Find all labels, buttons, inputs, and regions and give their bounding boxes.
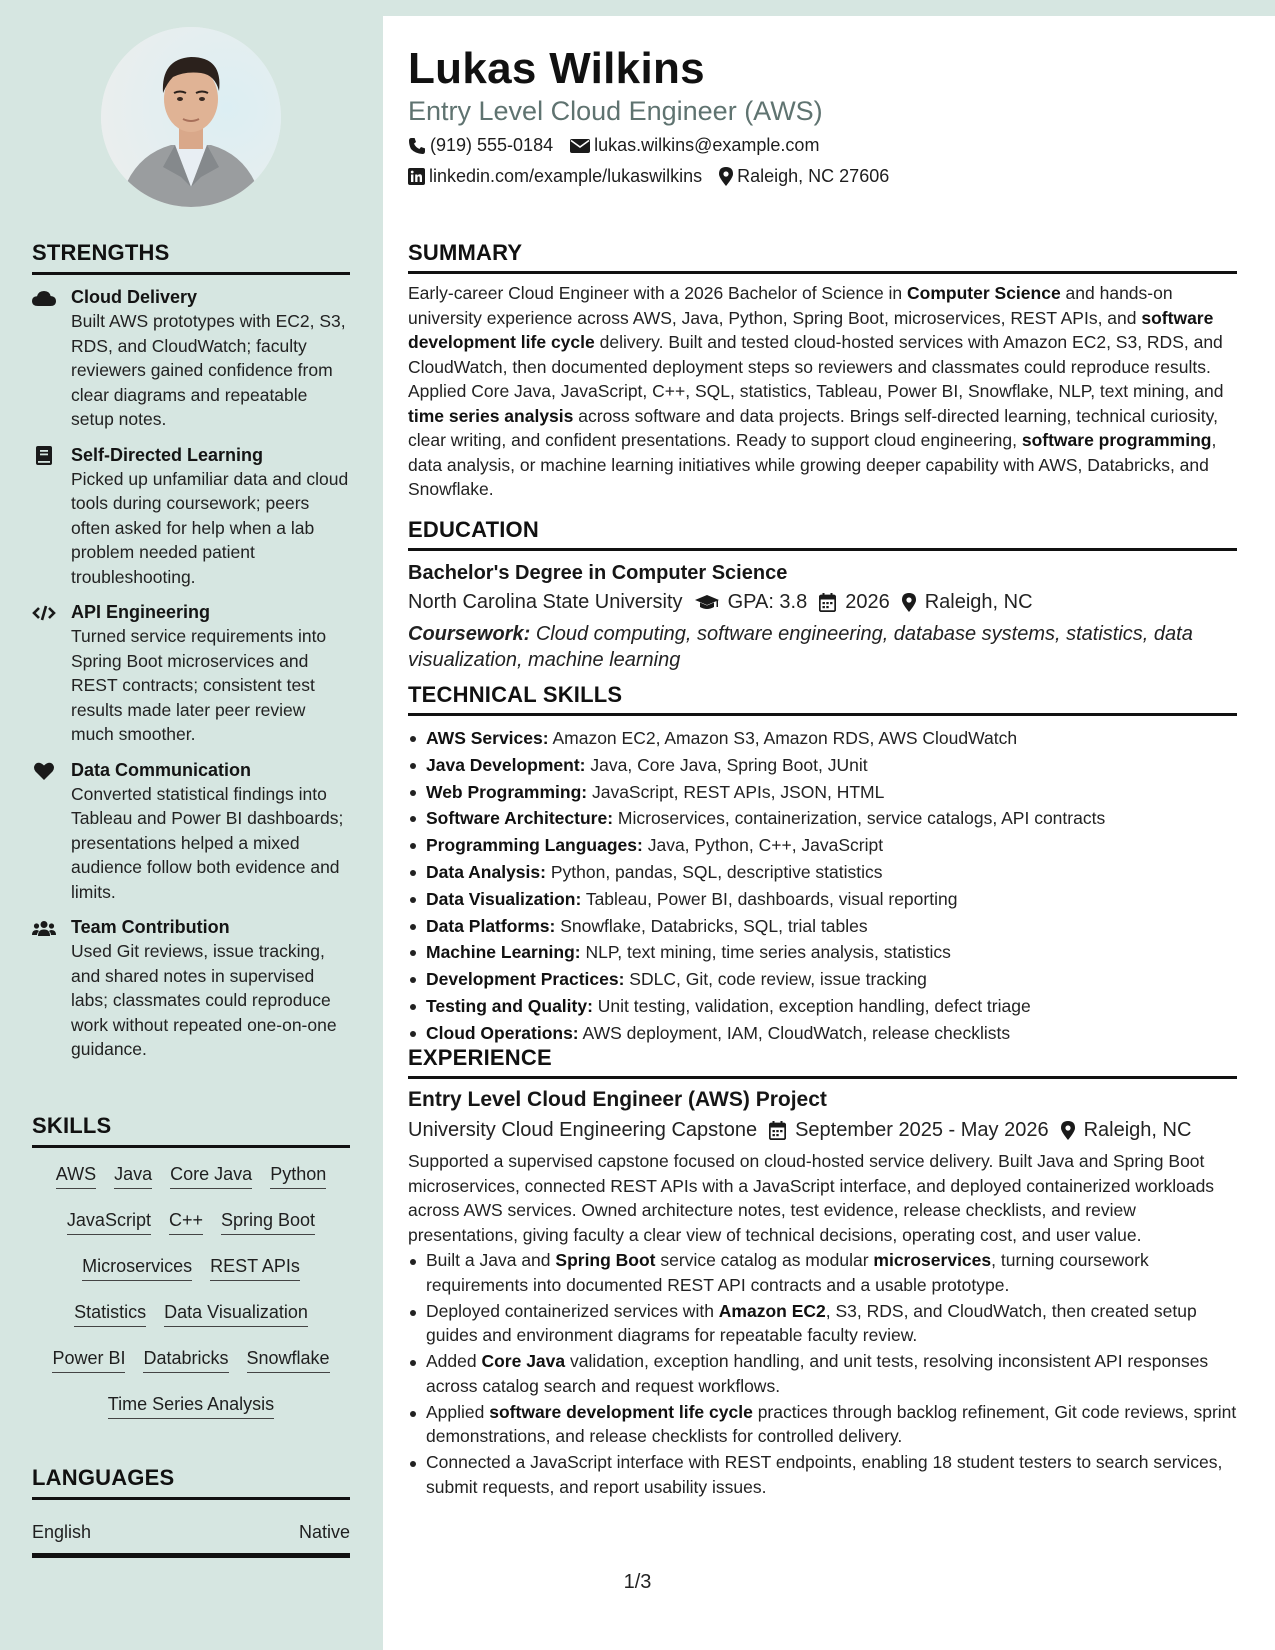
bullet-bold: Spring Boot xyxy=(555,1250,656,1270)
dates-item xyxy=(769,1119,1049,1142)
skill-label: AWS Services: xyxy=(426,728,549,748)
skill-chip: REST APIs xyxy=(210,1254,300,1281)
summary-seg: delivery. Built and tested cloud-hosted services with Amazon EC2, S3, RDS, and CloudWatch, then documented deployment steps so reviewers and classmates could reproduce results. Applied Core Java, JavaScript, C++, SQL, statistics, Tableau, Power BI, Snowflake, NLP, text mining, and xyxy=(408,332,1224,401)
strength-item xyxy=(32,916,350,1062)
bullet-bold: Amazon EC2 xyxy=(718,1300,826,1321)
dates-text: September 2025 - May 2026 xyxy=(795,1119,1049,1141)
skill-label: Machine Learning: xyxy=(426,942,581,963)
skill-value: Tableau, Power BI, dashboards, visual reporting xyxy=(585,888,958,909)
summary-bold: time series analysis xyxy=(408,405,574,426)
skill-chip: C++ xyxy=(169,1208,203,1235)
list-item xyxy=(408,886,1237,913)
bullet-seg: service catalog as modular xyxy=(655,1250,874,1270)
bullet-bold: software development life cycle xyxy=(489,1401,753,1422)
skills-chips xyxy=(32,1148,350,1438)
skill-label: Data Platforms: xyxy=(426,915,556,936)
skill-chip: Java xyxy=(114,1162,152,1189)
profile-photo xyxy=(101,27,281,207)
coursework xyxy=(408,621,1237,673)
graduation-cap-icon xyxy=(695,594,719,612)
summary-seg: , data analysis, or machine learning initiatives while growing deeper capability with AWS, Databricks, and Snowflake. xyxy=(408,430,1217,499)
gpa-text: GPA: 3.8 xyxy=(727,591,808,613)
code-icon xyxy=(32,603,56,623)
contact-row-2 xyxy=(408,166,906,187)
heart-icon xyxy=(32,761,56,781)
skill-label: Data Visualization: xyxy=(426,888,582,909)
email-icon xyxy=(570,138,590,154)
list-item xyxy=(408,913,1237,940)
list-item xyxy=(408,1400,1237,1449)
skill-chip: Statistics xyxy=(74,1300,146,1327)
list-item xyxy=(408,1299,1237,1348)
list-item xyxy=(408,752,1237,779)
skills-section xyxy=(32,1113,350,1438)
users-icon xyxy=(32,918,56,938)
sidebar xyxy=(0,0,383,1650)
list-item xyxy=(408,1349,1237,1398)
strengths-section xyxy=(32,240,350,1062)
experience-role: Entry Level Cloud Engineer (AWS) Project xyxy=(408,1088,827,1111)
job-title: Entry Level Cloud Engineer (AWS) xyxy=(408,96,823,126)
map-pin-icon xyxy=(902,593,916,612)
experience-meta xyxy=(408,1119,1237,1142)
skill-chip: Python xyxy=(270,1162,326,1189)
list-item xyxy=(408,805,1237,832)
email-text: lukas.wilkins@example.com xyxy=(594,135,820,155)
location-text: Raleigh, NC 27606 xyxy=(737,166,890,186)
list-item xyxy=(408,939,1237,966)
coursework-label: Coursework: xyxy=(408,623,531,645)
cloud-icon xyxy=(32,288,56,308)
bullet-bold: microservices xyxy=(873,1250,992,1270)
exp-location-text: Raleigh, NC xyxy=(1083,1119,1192,1141)
strength-title: Team Contribution xyxy=(71,917,230,937)
experience-section xyxy=(408,1045,1237,1501)
skill-chip: JavaScript xyxy=(67,1208,151,1235)
phone-icon xyxy=(408,137,426,155)
skill-value: JavaScript, REST APIs, JSON, HTML xyxy=(591,781,885,802)
summary-seg: and hands-on university experience across AWS, Java, Python, Spring Boot, microservices, REST APIs, and xyxy=(408,283,1173,328)
skill-label: Programming Languages: xyxy=(426,835,643,856)
coursework-text: Cloud computing, software engineering, database systems, statistics, data visualization, machine learning xyxy=(408,623,1193,671)
strength-body: Used Git reviews, issue tracking, and shared notes in supervised labs; classmates could reproduce work without repeated one-on-one guidance. xyxy=(71,941,337,1059)
map-pin-icon xyxy=(1061,1121,1075,1140)
bullet-seg: practices through backlog refinement, Git code reviews, sprint demonstrations, and release checklists for controlled delivery. xyxy=(426,1401,1237,1446)
candidate-name: Lukas Wilkins xyxy=(408,44,705,93)
skill-value: Amazon EC2, Amazon S3, Amazon RDS, AWS CloudWatch xyxy=(552,728,1018,748)
book-icon xyxy=(32,446,56,466)
skill-chip: Snowflake xyxy=(247,1346,330,1373)
skill-label: Cloud Operations: xyxy=(426,1022,579,1043)
skill-chip: Databricks xyxy=(143,1346,228,1373)
list-item xyxy=(408,966,1237,993)
contact-row xyxy=(408,135,836,156)
strength-item xyxy=(32,444,350,590)
education-meta xyxy=(408,591,1237,614)
language-name: English xyxy=(32,1522,92,1542)
summary-seg: Early-career Cloud Engineer with a 2026 Bachelor of Science in xyxy=(408,283,908,303)
strength-body: Picked up unfamiliar data and cloud tools during coursework; peers often asked for help when a lab problem needed patient troubleshooting. xyxy=(71,468,349,587)
bullet-seg: Deployed containerized services with xyxy=(426,1300,719,1321)
technical-skills-list xyxy=(408,725,1237,1047)
strength-body: Turned service requirements into Spring Boot microservices and REST contracts; consistent test results made later peer review much smoother. xyxy=(71,626,327,744)
skill-chip: AWS xyxy=(56,1162,96,1189)
skill-value: Microservices, containerization, service catalogs, API contracts xyxy=(617,808,1106,829)
summary-bold: Computer Science xyxy=(907,283,1061,303)
year-item xyxy=(819,591,890,614)
linkedin-text: linkedin.com/example/lukaswilkins xyxy=(429,166,703,186)
org-text: University Cloud Engineering Capstone xyxy=(408,1119,758,1141)
skill-chip: Data Visualization xyxy=(164,1300,308,1327)
strengths-heading: STRENGTHS xyxy=(32,240,350,275)
phone-item[interactable] xyxy=(408,135,553,156)
location-item xyxy=(719,166,889,187)
experience-bullets xyxy=(408,1248,1237,1499)
languages-heading: LANGUAGES xyxy=(32,1465,350,1500)
skills-heading: SKILLS xyxy=(32,1113,350,1148)
skill-label: Testing and Quality: xyxy=(426,995,593,1016)
bullet-bold: Core Java xyxy=(481,1351,566,1371)
year-text: 2026 xyxy=(845,591,890,613)
strength-item xyxy=(32,286,350,432)
skill-chip: Time Series Analysis xyxy=(108,1392,274,1419)
language-level: Native xyxy=(298,1522,350,1542)
skill-chip: Power BI xyxy=(52,1346,125,1373)
calendar-icon xyxy=(819,593,836,612)
skill-label: Web Programming: xyxy=(426,781,588,802)
skill-value: Java, Python, C++, JavaScript xyxy=(647,835,884,856)
list-item xyxy=(408,725,1237,752)
strength-body: Converted statistical findings into Tableau and Power BI dashboards; presentations helped a mixed audience follow both evidence and limits. xyxy=(71,783,344,902)
gpa-item xyxy=(695,591,808,614)
strength-title: Cloud Delivery xyxy=(71,287,198,307)
list-item xyxy=(408,993,1237,1020)
summary-bold: software development life cycle xyxy=(408,307,1214,352)
bullet-seg: Applied xyxy=(426,1401,490,1422)
summary-text xyxy=(408,281,1237,502)
list-item xyxy=(408,1020,1237,1047)
summary-heading: SUMMARY xyxy=(408,240,1237,274)
bullet-seg: Added xyxy=(426,1351,482,1371)
education-section xyxy=(408,517,1237,673)
bullet-seg: Built a Java and xyxy=(426,1250,556,1270)
strength-title: Data Communication xyxy=(71,759,252,780)
org-item xyxy=(408,1119,757,1142)
linkedin-item[interactable] xyxy=(408,166,702,187)
skill-value: SDLC, Git, code review, issue tracking xyxy=(629,969,927,990)
education-heading: EDUCATION xyxy=(408,517,1237,551)
skill-chip: Microservices xyxy=(82,1254,192,1281)
experience-heading: EXPERIENCE xyxy=(408,1045,1237,1079)
summary-seg: across software and data projects. Brings self-directed learning, technical curiosity, clear writing, and confident presentations. Ready to support cloud engineering, xyxy=(408,405,1218,450)
skill-value: Snowflake, Databricks, SQL, trial tables xyxy=(560,915,868,936)
linkedin-icon xyxy=(408,168,425,185)
list-item xyxy=(408,1248,1237,1297)
degree-title: Bachelor's Degree in Computer Science xyxy=(408,562,788,584)
skill-label: Software Architecture: xyxy=(426,808,614,829)
skill-label: Data Analysis: xyxy=(426,861,546,882)
list-item xyxy=(408,859,1237,886)
strength-title: API Engineering xyxy=(71,602,211,622)
skill-value: NLP, text mining, time series analysis, statistics xyxy=(585,942,951,963)
bullet-seg: , S3, RDS, and CloudWatch, then created setup guides and environment diagrams for repeatable faculty review. xyxy=(426,1300,1197,1345)
languages-section xyxy=(32,1465,350,1558)
strength-title: Self-Directed Learning xyxy=(71,444,264,465)
edu-location-text: Raleigh, NC xyxy=(924,591,1033,613)
skill-label: Java Development: xyxy=(426,754,586,775)
skill-value: Python, pandas, SQL, descriptive statistics xyxy=(550,861,883,882)
bullet-seg: , turning coursework requirements into documented REST API contracts and a usable prototype. xyxy=(426,1250,1149,1295)
summary-bold: software programming xyxy=(1021,430,1212,450)
school-name xyxy=(408,591,683,614)
main-content xyxy=(383,16,1275,1650)
skill-value: Java, Core Java, Spring Boot, JUnit xyxy=(590,754,868,775)
technical-skills-heading: TECHNICAL SKILLS xyxy=(408,682,1237,716)
strength-body: Built AWS prototypes with EC2, S3, RDS, and CloudWatch; faculty reviewers gained confidence from clear diagrams and repeatable setup notes. xyxy=(71,311,346,429)
summary-section xyxy=(408,240,1237,502)
edu-location-item xyxy=(902,591,1033,614)
map-pin-icon xyxy=(719,167,733,186)
skill-chip: Core Java xyxy=(170,1162,252,1189)
page-number: 1/3 xyxy=(623,1571,652,1593)
list-item xyxy=(408,832,1237,859)
skill-value: Unit testing, validation, exception handling, defect triage xyxy=(597,995,1031,1016)
skill-label: Development Practices: xyxy=(426,969,625,990)
bullet-seg: Connected a JavaScript interface with REST endpoints, enabling 18 student testers to search services, submit requests, and report usability issues. xyxy=(426,1452,1223,1497)
exp-location-item xyxy=(1061,1119,1192,1142)
school-text: North Carolina State University xyxy=(408,591,683,613)
email-item[interactable] xyxy=(570,135,819,156)
language-row xyxy=(32,1522,350,1558)
calendar-icon xyxy=(769,1121,786,1140)
skill-chip: Spring Boot xyxy=(221,1208,315,1235)
bullet-seg: validation, exception handling, and unit tests, resolving inconsistent API responses across catalog search and request workflows. xyxy=(426,1351,1209,1396)
phone-text: (919) 555-0184 xyxy=(430,135,554,155)
experience-description: Supported a supervised capstone focused on cloud-hosted service delivery. Built Java and Spring Boot microservices, connected REST APIs with a JavaScript interface, and deployed containerized workloads across AWS services. Owned architecture notes, test evidence, release checklists, and review presentations, giving faculty a clear view of technical decisions, operating cost, and user value. xyxy=(408,1151,1215,1245)
technical-skills-section xyxy=(408,682,1237,1047)
list-item xyxy=(408,1450,1237,1499)
list-item xyxy=(408,779,1237,806)
avatar xyxy=(101,27,281,207)
strength-item xyxy=(32,601,350,747)
strength-item xyxy=(32,759,350,905)
skill-value: AWS deployment, IAM, CloudWatch, release checklists xyxy=(582,1022,1011,1043)
